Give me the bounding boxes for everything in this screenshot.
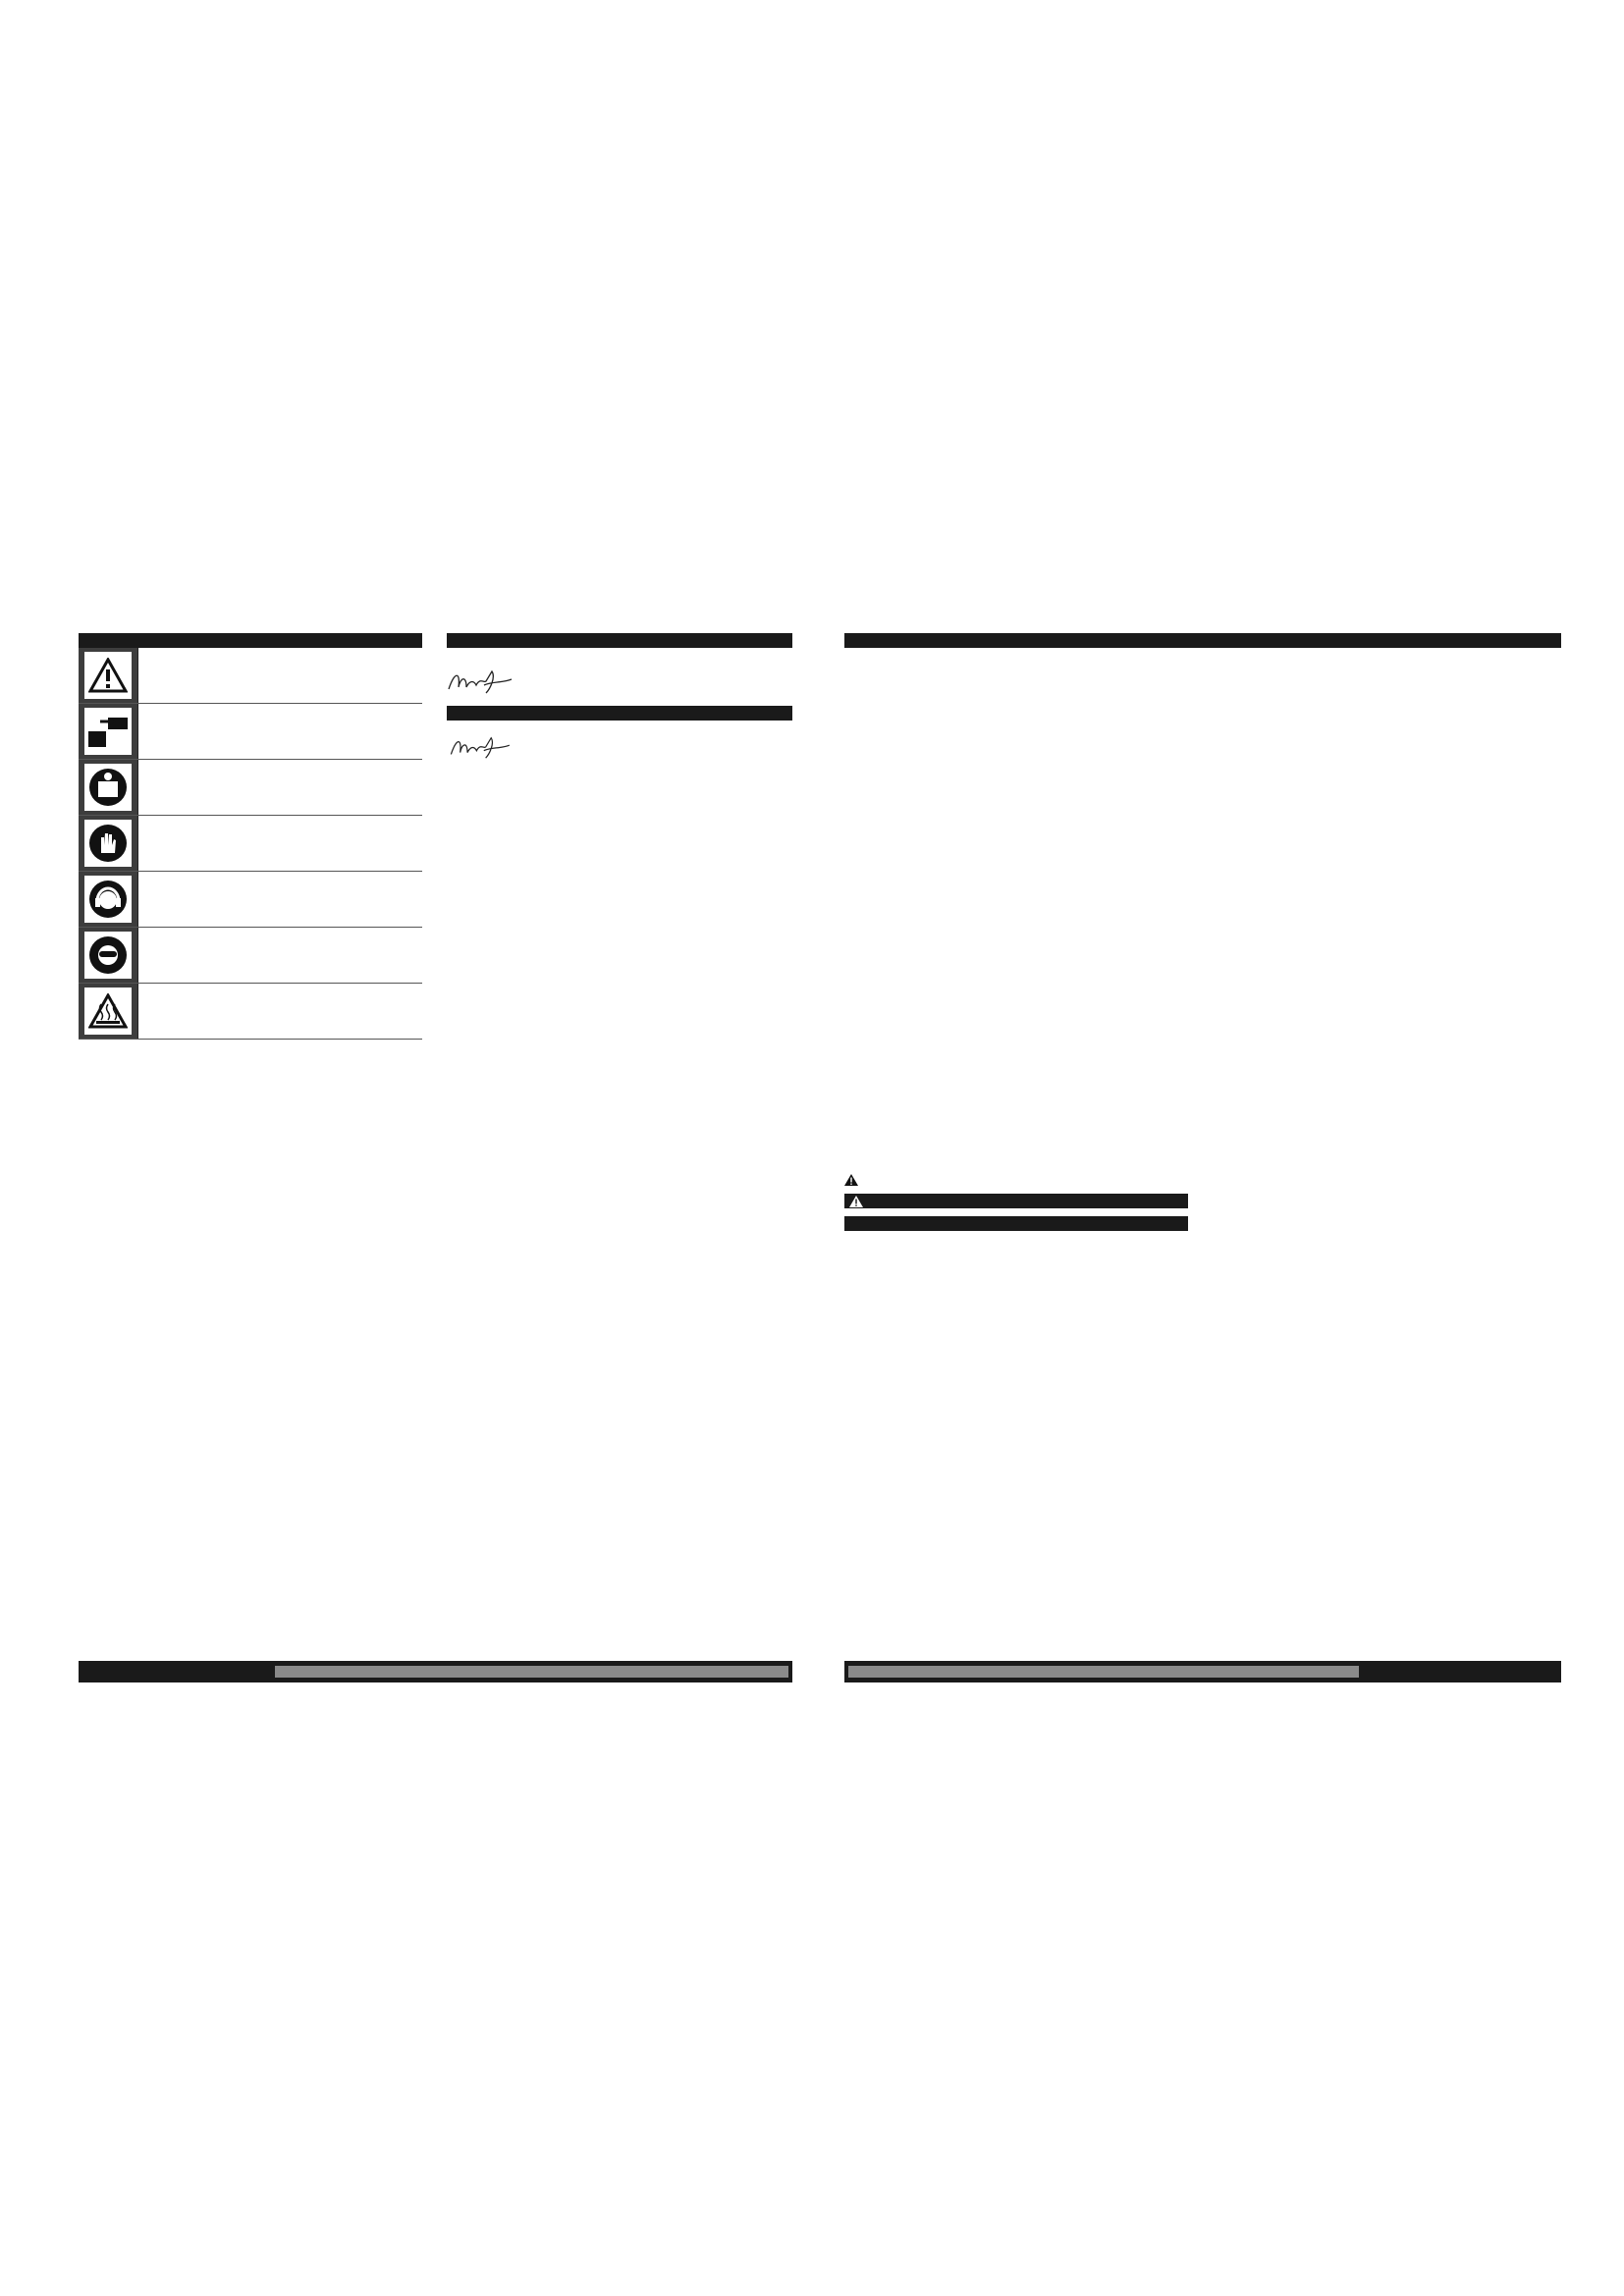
tech-title [849,633,1254,648]
warning-triangle-icon [849,1196,863,1207]
ear-protection-icon [79,872,138,927]
symbol-description [138,928,422,983]
symbol-description [138,704,422,759]
symbol-description [138,984,422,1039]
signature-image [447,734,515,760]
warning-block [844,1174,1188,1186]
symbol-description [138,816,422,871]
goggles-icon [79,928,138,983]
symbols-section [79,633,422,1040]
tech-data-header [844,633,1561,648]
gloves-icon [79,816,138,871]
safety-column-right [1218,1174,1561,1178]
symbol-row [79,760,422,816]
symbol-description [138,872,422,927]
warning-triangle-icon [79,648,138,703]
footer-left [79,1661,792,1682]
remove-battery-icon [79,704,138,759]
symbol-row [79,816,422,872]
ec-declaration-header [447,633,792,648]
footer-stripe [275,1666,788,1678]
symbols-header [79,633,422,648]
signature-image [447,667,515,695]
symbol-row [79,872,422,928]
symbol-row [79,648,422,704]
safety-column-left [844,1174,1188,1233]
gb-declaration-header [447,706,792,721]
tech-data-section [844,633,1561,673]
symbols-table [79,648,422,1040]
footer-stripe [848,1666,1359,1678]
hammer-safety-header [844,1194,1188,1208]
symbol-row [79,704,422,760]
symbol-row [79,984,422,1040]
ec-signature-row [447,667,792,697]
tech-brand [1254,633,1376,648]
symbol-description [138,760,422,815]
hot-surface-icon [79,984,138,1039]
warning-triangle-icon [844,1174,858,1186]
further-safety-header [844,1216,1188,1231]
ec-declaration-section [447,633,792,763]
symbol-description [138,648,422,703]
read-manual-icon [79,760,138,815]
footer-right [844,1661,1561,1682]
symbol-row [79,928,422,984]
